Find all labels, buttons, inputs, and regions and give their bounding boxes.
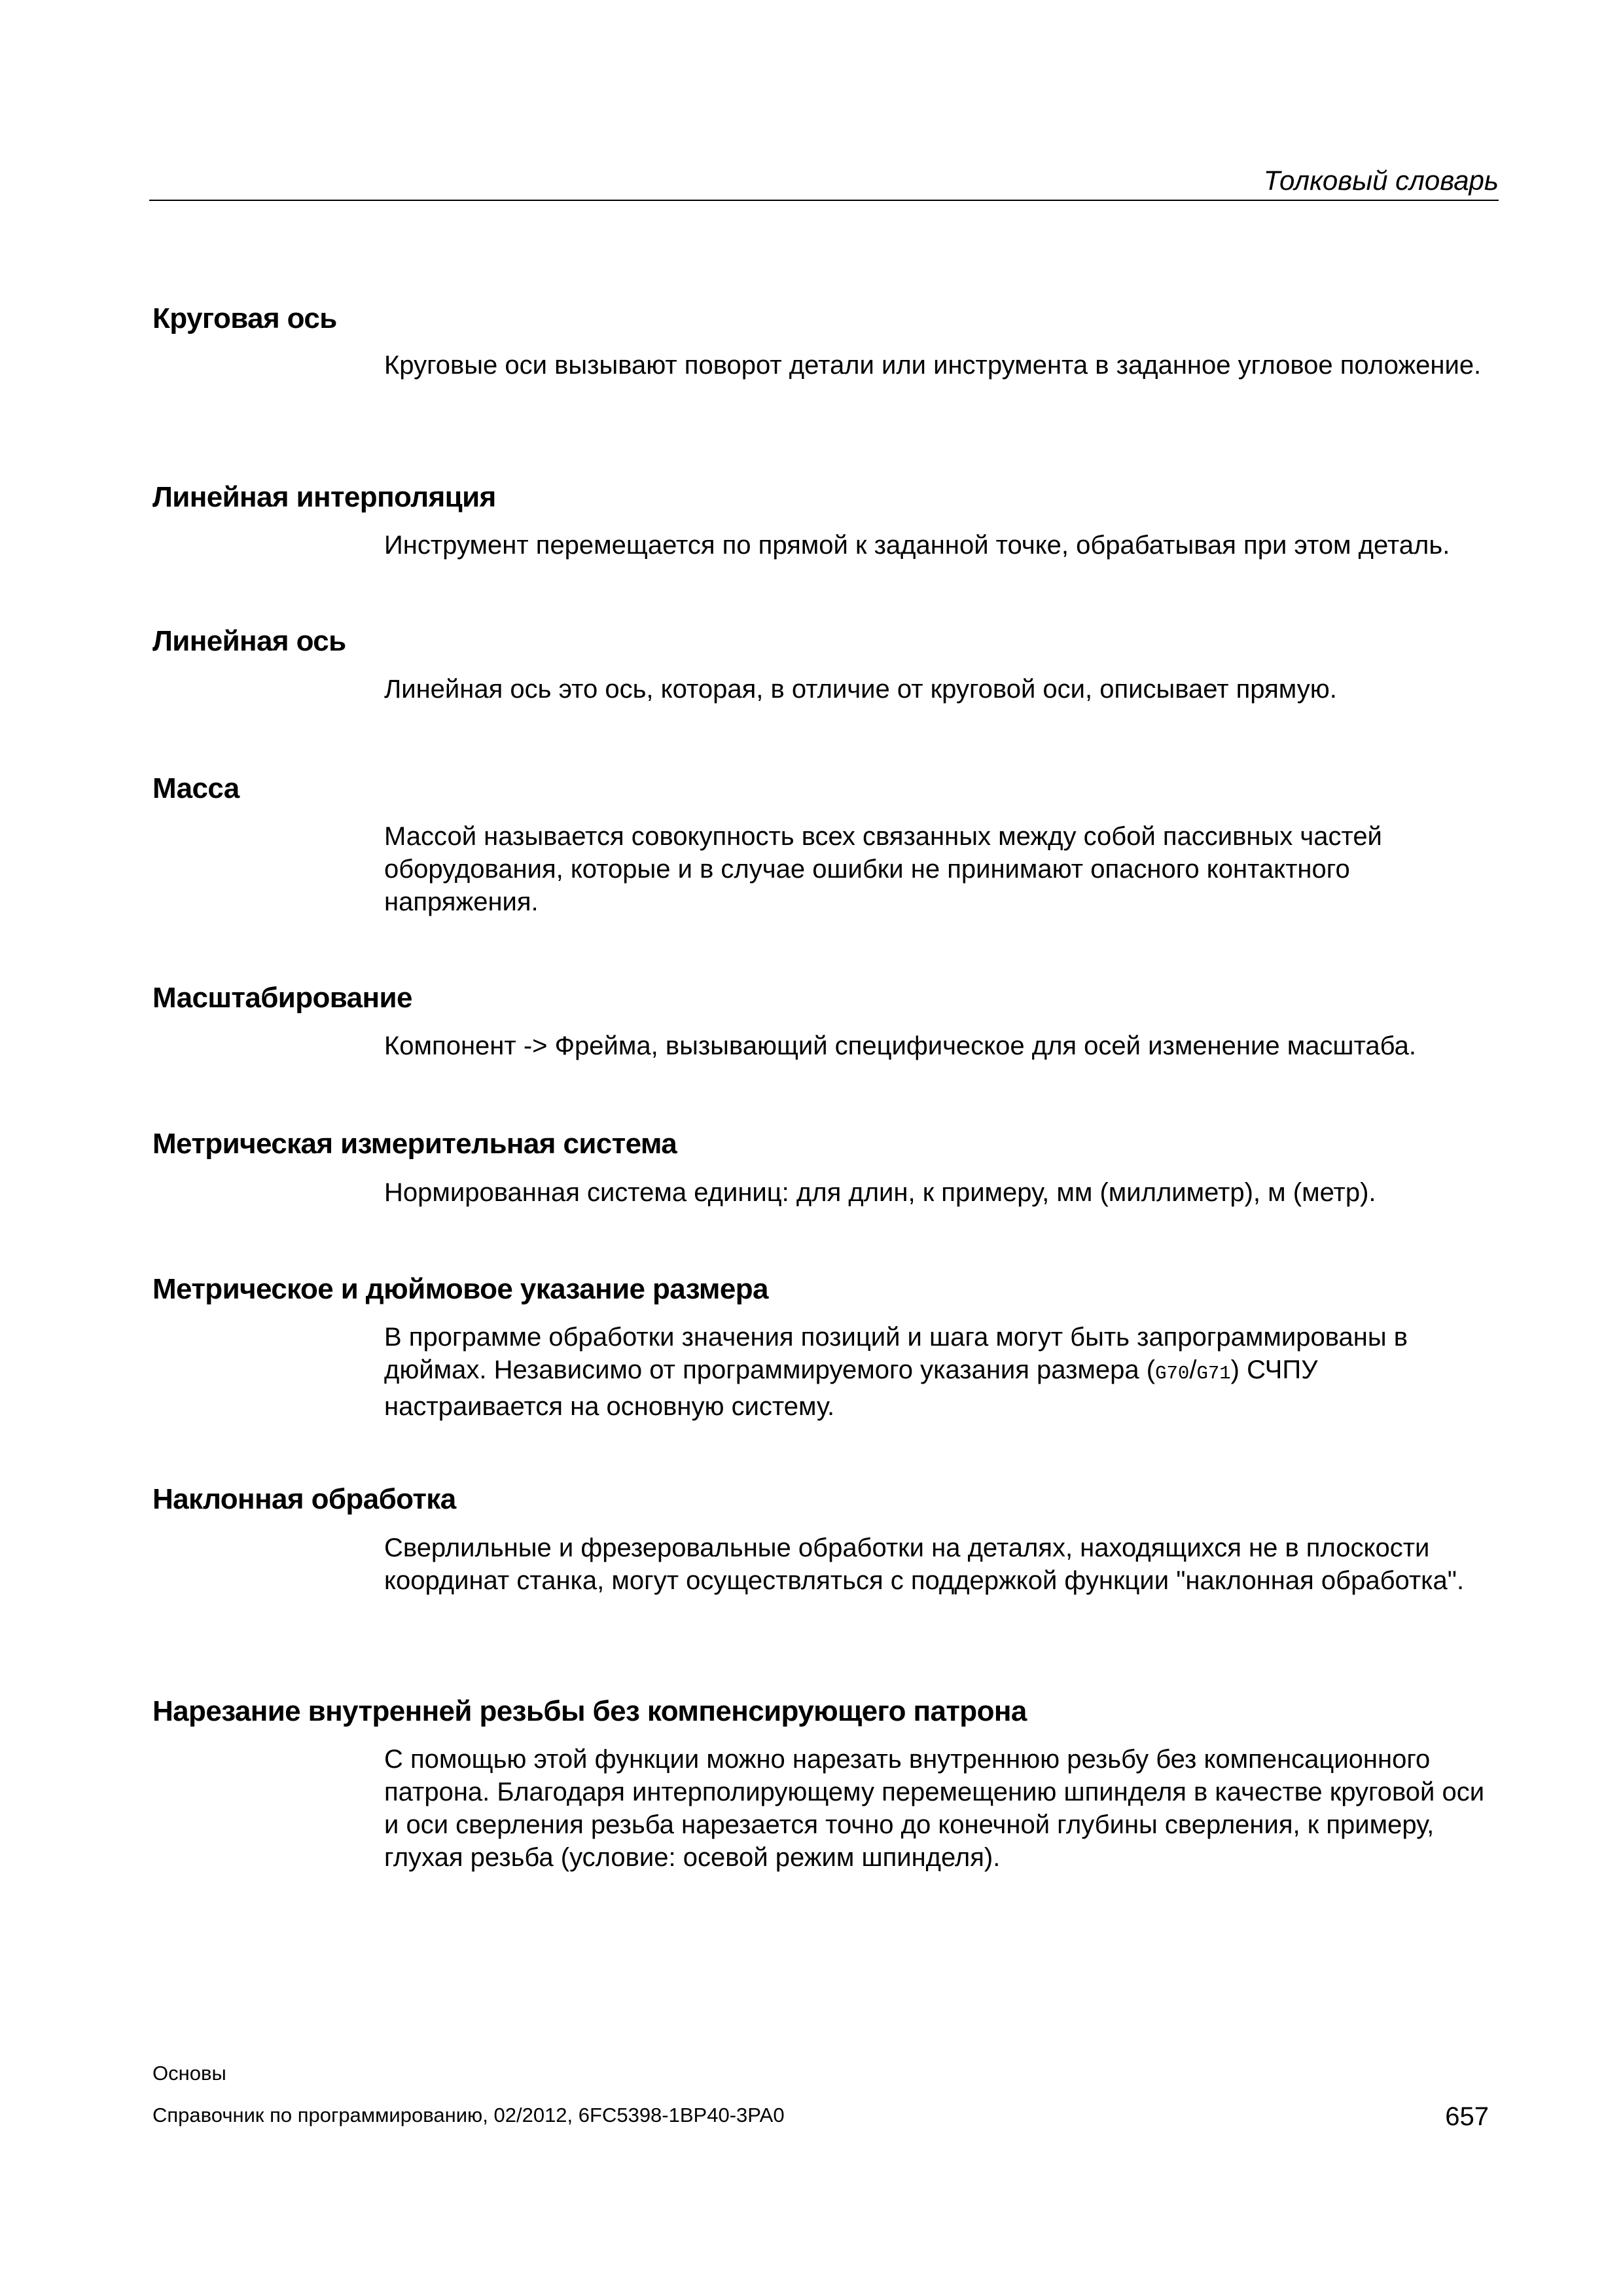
definition-text: В программе обработки значения позиций и шага могут быть запрограммированы в дюймах. Независимо от программируемого указания размера ( (384, 1323, 1408, 1384)
footer-document-info: Справочник по программированию, 02/2012, 6FC5398-1BP40-3PA0 (152, 2104, 785, 2126)
page-number: 657 (1445, 2102, 1489, 2131)
glossary-definition: Сверлильные и фрезеровальные обработки на деталях, находящихся не в плоскости координат станка, могут осуществляться с поддержкой функции "наклонная обработка". (384, 1534, 1465, 1595)
glossary-term: Масса (152, 772, 240, 804)
slash-separator: / (1189, 1355, 1197, 1384)
glossary-term: Линейная интерполяция (152, 481, 496, 513)
glossary-definition: Нормированная система единиц: для длин, к примеру, мм (миллиметр), м (метр). (384, 1178, 1376, 1207)
definition-text: ) СЧПУ настраивается на основную систему. (384, 1355, 1318, 1421)
glossary-term: Круговая ось (152, 302, 337, 334)
glossary-definition: С помощью этой функции можно нарезать внутреннюю резьбу без компенсационного патрона. Благодаря интерполирующему перемещению шпинделя в качестве круговой оси и оси сверления резьба нарезается точно до конечной глубины сверления, к примеру, глухая резьба (условие: осевой режим шпинделя). (384, 1745, 1485, 1872)
glossary-term: Метрическая измерительная система (152, 1128, 677, 1160)
glossary-term: Линейная ось (152, 625, 346, 657)
code-g70: G70 (1155, 1363, 1190, 1384)
glossary-term: Метрическое и дюймовое указание размера (152, 1273, 768, 1305)
glossary-definition: Круговые оси вызывают поворот детали или инструмента в заданное угловое положение. (384, 351, 1482, 380)
glossary-definition (384, 1321, 1503, 1423)
glossary-definition: Массой называется совокупность всех связанных между собой пассивных частей оборудования, которые и в случае ошибки не принимают опасного контактного напряжения. (384, 822, 1382, 916)
code-g71: G71 (1196, 1363, 1231, 1384)
footer-document-title: Основы (152, 2062, 226, 2085)
running-header-title: Толковый словарь (1263, 165, 1499, 196)
glossary-definition: Инструмент перемещается по прямой к заданной точке, обрабатывая при этом деталь. (384, 531, 1450, 560)
glossary-term: Масштабирование (152, 982, 412, 1014)
glossary-definition: Компонент -> Фрейма, вызывающий специфическое для осей изменение масштаба. (384, 1031, 1416, 1060)
glossary-term: Нарезание внутренней резьбы без компенсирующего патрона (152, 1695, 1027, 1727)
glossary-term: Наклонная обработка (152, 1483, 456, 1515)
glossary-definition: Линейная ось это ось, которая, в отличие от круговой оси, описывает прямую. (384, 675, 1337, 704)
